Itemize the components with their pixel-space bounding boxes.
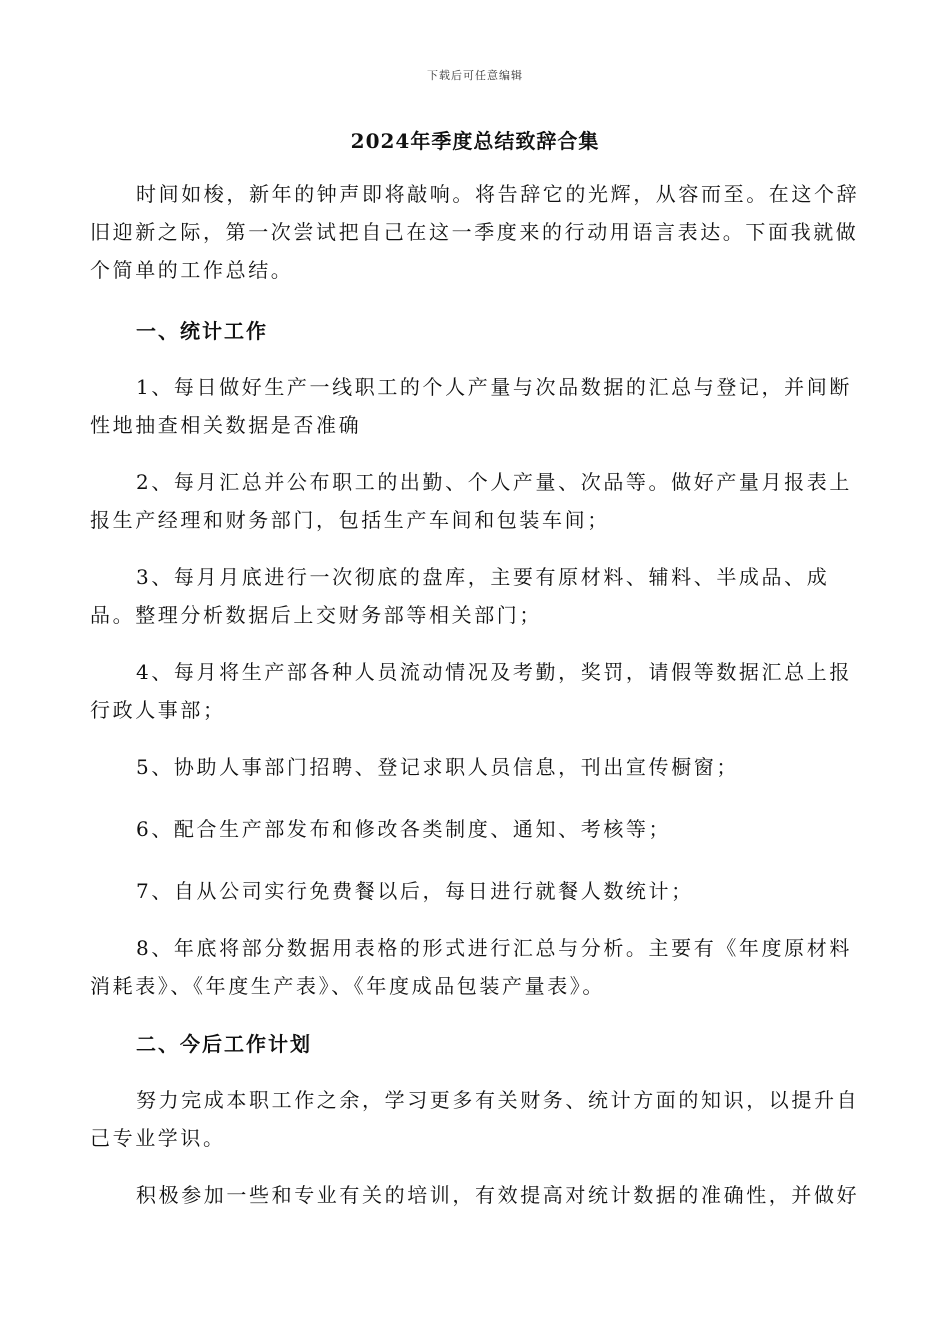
statistics-item-2: 2、每月汇总并公布职工的出勤、个人产量、次品等。做好产量月报表上报生产经理和财务部门，包括生产车间和包装车间； (90, 470, 852, 532)
statistics-item-4: 4、每月将生产部各种人员流动情况及考勤，奖罚，请假等数据汇总上报行政人事部； (90, 660, 852, 722)
document-title: 2024年季度总结致辞合集 (350, 129, 600, 153)
statistics-item-7: 7、自从公司实行免费餐以后，每日进行就餐人数统计； (136, 879, 694, 903)
statistics-item-8: 8、年底将部分数据用表格的形式进行汇总与分析。主要有《年度原材料消耗表》、《年度生产表》、《年度成品包装产量表》。 (90, 936, 852, 998)
future-plan-paragraph-1: 努力完成本职工作之余，学习更多有关财务、统计方面的知识，以提升自己专业学识。 (90, 1088, 860, 1150)
page-header-note: 下载后可任意编辑 (427, 69, 523, 82)
statistics-item-5: 5、协助人事部门招聘、登记求职人员信息，刊出宣传橱窗； (136, 755, 739, 779)
section-heading-future-plan: 二、今后工作计划 (136, 1032, 312, 1056)
statistics-item-1: 1、每日做好生产一线职工的个人产量与次品数据的汇总与登记，并间断性地抽查相关数据是否准确 (90, 375, 852, 437)
section-heading-statistics: 一、统计工作 (136, 319, 268, 343)
intro-paragraph: 时间如梭，新年的钟声即将敲响。将告辞它的光辉，从容而至。在这个辞旧迎新之际，第一次尝试把自己在这一季度来的行动用语言表达。下面我就做个简单的工作总结。 (90, 182, 860, 282)
future-plan-paragraph-2: 积极参加一些和专业有关的培训，有效提高对统计数据的准确性，并做好 (136, 1183, 860, 1207)
statistics-item-6: 6、配合生产部发布和修改各类制度、通知、考核等； (136, 817, 672, 841)
statistics-item-3: 3、每月月底进行一次彻底的盘库，主要有原材料、辅料、半成品、成品。整理分析数据后上交财务部等相关部门； (90, 565, 830, 627)
